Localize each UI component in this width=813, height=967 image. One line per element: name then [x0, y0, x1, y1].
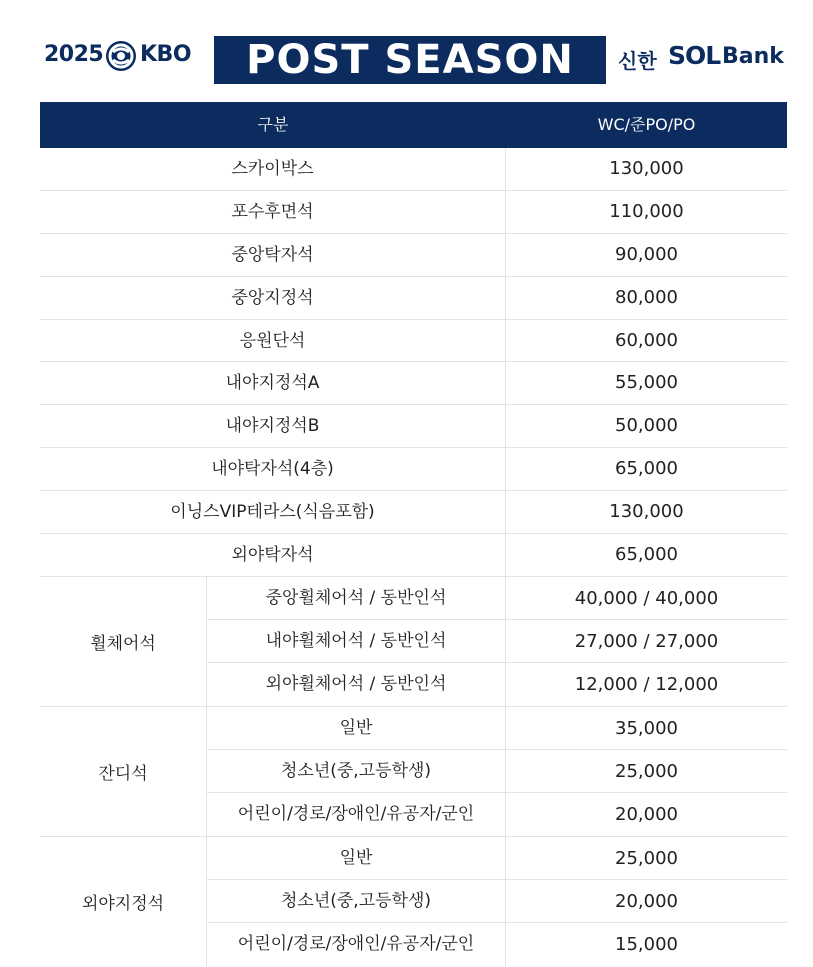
table-row: [40, 234, 787, 277]
table-row: [40, 491, 787, 534]
seat-price: 60,000: [615, 329, 678, 351]
seat-name: 일반: [207, 707, 506, 749]
table-row: [207, 923, 787, 966]
table-row: [207, 793, 787, 836]
group-name: 외야지정석: [40, 837, 207, 966]
seat-price: 27,000 / 27,000: [574, 630, 719, 652]
table-row: [40, 277, 787, 320]
page-header: [0, 32, 813, 88]
post-season-title: POST SEASON: [214, 36, 606, 84]
seat-price: 40,000 / 40,000: [574, 587, 719, 609]
seat-name: 내야휠체어석 / 동반인석: [207, 620, 506, 662]
seat-price: 80,000: [615, 286, 678, 308]
seat-name: 외야휠체어석 / 동반인석: [207, 663, 506, 706]
table-row: [40, 534, 787, 577]
sponsor-logo: [618, 40, 790, 74]
seat-price: 50,000: [615, 415, 678, 437]
seat-price: 130,000: [609, 158, 684, 179]
seat-price: 55,000: [615, 372, 678, 394]
table-row: [207, 837, 787, 880]
seat-name: 내야탁자석(4층): [40, 448, 506, 490]
seat-price: 65,000: [615, 544, 678, 566]
seat-price: 110,000: [609, 200, 684, 222]
seat-price: 15,000: [615, 933, 678, 955]
seat-price: 12,000 / 12,000: [574, 673, 719, 695]
seat-name: 어린이/경로/장애인/유공자/군인: [207, 793, 506, 836]
table-row: [207, 663, 787, 706]
group-name: 휠체어석: [40, 577, 207, 706]
seat-name: 중앙휠체어석 / 동반인석: [207, 577, 506, 619]
seat-price: 130,000: [609, 501, 684, 523]
seat-price: 25,000: [615, 760, 678, 782]
seat-price: 20,000: [615, 803, 678, 825]
seat-name: 중앙탁자석: [40, 234, 506, 276]
league-name: KBO: [140, 42, 192, 67]
seat-price: 35,000: [615, 717, 678, 739]
seat-name: 내야지정석A: [40, 362, 506, 404]
seat-price: 25,000: [615, 847, 678, 869]
column-header-category: 구분: [257, 115, 289, 134]
seat-name: 어린이/경로/장애인/유공자/군인: [207, 923, 506, 966]
group-name: 잔디석: [40, 707, 207, 836]
table-row: [40, 448, 787, 491]
seat-name: 이닝스VIP테라스(식음포함): [40, 491, 506, 533]
seat-name: 포수후면석: [40, 191, 506, 233]
seat-name: 외야탁자석: [40, 534, 506, 576]
seat-name: 청소년(중,고등학생): [207, 880, 506, 922]
table-header: [40, 102, 787, 148]
sponsor-bank-text: Bank: [722, 44, 784, 69]
season-year: 2025: [44, 42, 104, 67]
sponsor-sol-text: SOL: [668, 41, 721, 70]
seat-price: 90,000: [615, 243, 678, 265]
seat-name: 스카이박스: [40, 148, 506, 190]
table-row: [207, 707, 787, 750]
kbo-logo-icon: [104, 39, 138, 73]
seat-name: 응원단석: [40, 320, 506, 362]
sponsor-korean-text: 신한: [618, 49, 657, 73]
table-row: [207, 620, 787, 663]
seat-name: 청소년(중,고등학생): [207, 750, 506, 792]
table-row: [207, 880, 787, 923]
seat-name: 중앙지정석: [40, 277, 506, 319]
ticket-price-table: [40, 102, 787, 966]
seat-group-outfield: [40, 837, 787, 966]
seat-group-lawn: [40, 707, 787, 837]
seat-price: 65,000: [615, 458, 678, 480]
table-row: [207, 577, 787, 620]
seat-group-wheelchair: [40, 577, 787, 707]
seat-name: 내야지정석B: [40, 405, 506, 447]
seat-name: 일반: [207, 837, 506, 879]
table-row: [40, 362, 787, 405]
table-row: [40, 148, 787, 191]
table-row: [40, 191, 787, 234]
table-row: [207, 750, 787, 793]
table-row: [40, 405, 787, 448]
seat-price: 20,000: [615, 890, 678, 912]
column-header-price: WC/준PO/PO: [597, 115, 696, 134]
table-row: [40, 320, 787, 363]
